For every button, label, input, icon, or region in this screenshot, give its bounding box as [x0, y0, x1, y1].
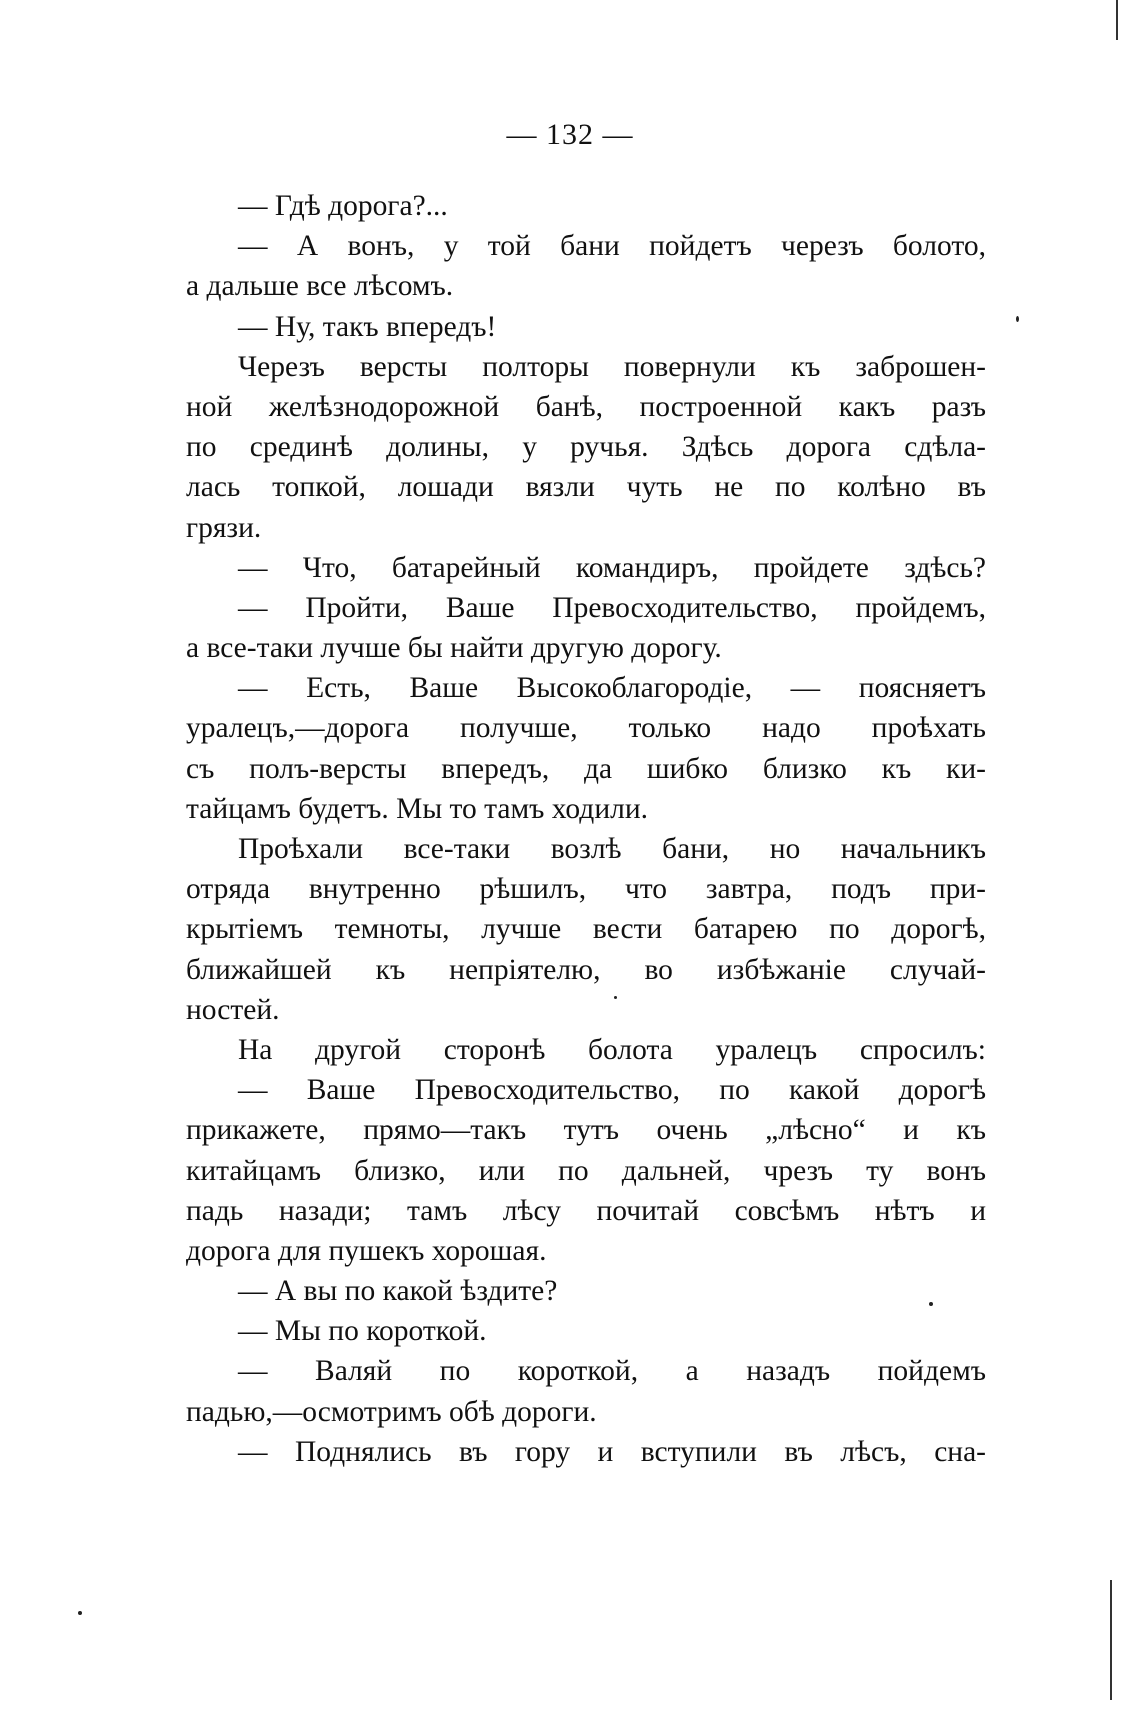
text-line: ближайшей къ непріятелю, во избѣжаніе случай- — [186, 953, 986, 986]
text-line: прикажете, прямо—такъ тутъ очень „лѣсно“ и къ — [186, 1114, 986, 1147]
text-line: падь назади; тамъ лѣсу почитай совсѣмъ нѣтъ и — [186, 1194, 986, 1227]
text-line: — Пройти, Ваше Превосходительство, пройдемъ, — [238, 591, 986, 624]
text-line: крытіемъ темноты, лучше вести батарею по дорогѣ, — [186, 913, 986, 946]
text-line: — Ваше Превосходительство, по какой дорогѣ — [238, 1074, 986, 1107]
text-line: — Есть, Ваше Высокоблагородіе, — поясняетъ — [238, 672, 986, 705]
speck — [929, 1302, 933, 1306]
text-line: падью,—осмотримъ обѣ дороги. — [186, 1395, 597, 1428]
text-line: — А вонъ, у той бани пойдетъ черезъ болото, — [238, 230, 986, 263]
speck — [1016, 316, 1019, 322]
text-line: — Гдѣ дорога?... — [238, 190, 448, 222]
text-line: — Валяй по короткой, а назадъ пойдемъ — [238, 1355, 986, 1388]
text-line: Черезъ версты полторы повернули къ заброшен- — [238, 350, 986, 383]
scan-edge-line — [1110, 1580, 1112, 1700]
text-line: а все-таки лучше бы найти другую дорогу. — [186, 632, 722, 665]
speck — [78, 1611, 82, 1615]
text-line: а дальше все лѣсомъ. — [186, 270, 454, 303]
text-line: На другой сторонѣ болота уралецъ спросилъ: — [238, 1033, 986, 1066]
text-line: дорога для пушекъ хорошая. — [186, 1234, 547, 1267]
text-line: уралецъ,—дорога получше, только надо проѣхать — [186, 712, 986, 745]
page-number: — 132 — — [506, 118, 634, 151]
text-line: Проѣхали все-таки возлѣ бани, но начальникъ — [238, 833, 986, 865]
text-line: — Мы по короткой. — [238, 1315, 487, 1348]
text-line: тайцамъ будетъ. Мы то тамъ ходили. — [186, 792, 648, 825]
text-line: — Что, батарейный командиръ, пройдете здѣсь? — [238, 551, 986, 584]
text-line: грязи. — [186, 511, 262, 544]
speck — [614, 996, 617, 999]
body-text — [186, 186, 986, 1472]
text-line: отряда внутренно рѣшилъ, что завтра, подъ при- — [186, 873, 986, 906]
text-line: по срединѣ долины, у ручья. Здѣсь дорога сдѣла- — [186, 431, 986, 464]
text-line: китайцамъ близко, или по дальней, чрезъ ту вонъ — [186, 1154, 986, 1187]
text-line: — Ну, такъ впередъ! — [238, 310, 497, 343]
text-line: лась топкой, лошади вязли чуть не по колѣно въ — [186, 471, 986, 504]
text-line: — А вы по какой ѣздите? — [238, 1275, 558, 1308]
text-line: ной желѣзнодорожной банѣ, построенной какъ разъ — [186, 390, 986, 423]
text-line: ностей. — [186, 993, 280, 1026]
text-line: — Поднялись въ гору и вступили въ лѣсъ, сна- — [238, 1435, 986, 1468]
text-line: съ полъ-версты впередъ, да шибко близко къ ки- — [186, 752, 986, 785]
scan-edge-line-top — [1116, 0, 1118, 40]
